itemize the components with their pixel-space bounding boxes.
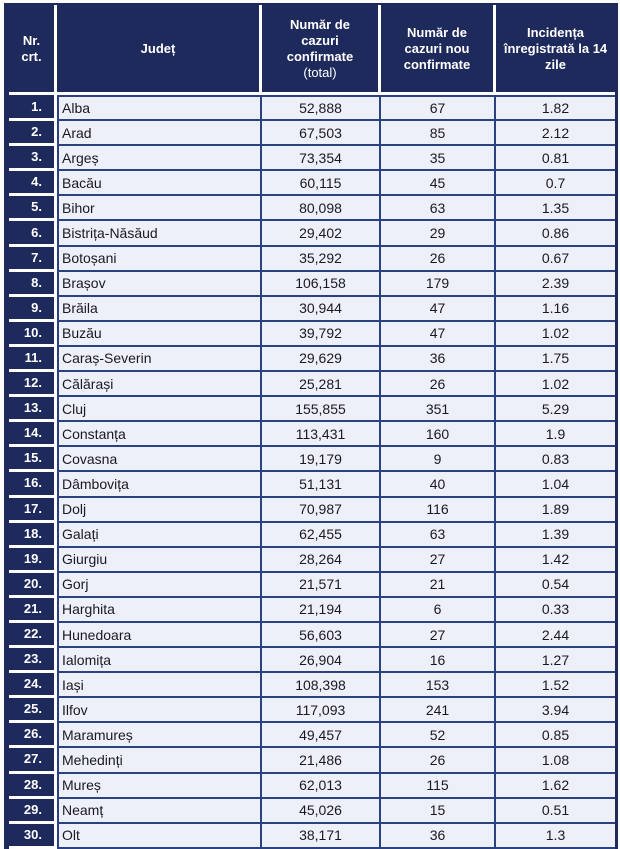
row-number-cell: 21.: [9, 598, 57, 623]
column-header-incidence-label: Incidența înregistrată la 14 zile: [503, 24, 608, 72]
new-cases-cell: 116: [381, 498, 496, 523]
table-row: [9, 498, 615, 523]
total-cases-cell: 21,571: [262, 573, 381, 598]
row-number-cell: 27.: [9, 748, 57, 773]
total-cases-cell: 51,131: [262, 472, 381, 497]
column-header-new-cases: [381, 5, 496, 95]
table-row: [9, 573, 615, 598]
table-row: [9, 623, 615, 648]
total-cases-cell: 155,855: [262, 397, 381, 422]
county-name-cell: Buzău: [57, 322, 262, 347]
county-name-cell: Călărași: [57, 372, 262, 397]
county-name-cell: Bihor: [57, 196, 262, 221]
row-number-cell: 17.: [9, 498, 57, 523]
incidence-cell: 1.9: [496, 422, 615, 447]
row-number-cell: 22.: [9, 623, 57, 648]
row-number-cell: 25.: [9, 698, 57, 723]
total-cases-cell: 62,455: [262, 523, 381, 548]
row-number-cell: 2.: [9, 121, 57, 146]
table-row: [9, 347, 615, 372]
incidence-cell: 0.54: [496, 573, 615, 598]
total-cases-cell: 80,098: [262, 196, 381, 221]
table-row: [9, 472, 615, 497]
row-number-cell: 12.: [9, 372, 57, 397]
new-cases-cell: 63: [381, 196, 496, 221]
new-cases-cell: 21: [381, 573, 496, 598]
incidence-cell: 1.39: [496, 523, 615, 548]
table-row: [9, 247, 615, 272]
county-name-cell: Gorj: [57, 573, 262, 598]
table-row: [9, 297, 615, 322]
new-cases-cell: 241: [381, 698, 496, 723]
new-cases-cell: 26: [381, 247, 496, 272]
table-row: [9, 598, 615, 623]
county-name-cell: Arad: [57, 121, 262, 146]
total-cases-cell: 35,292: [262, 247, 381, 272]
total-cases-cell: 29,402: [262, 221, 381, 246]
county-name-cell: Caraș-Severin: [57, 347, 262, 372]
total-cases-cell: 60,115: [262, 171, 381, 196]
table-row: [9, 196, 615, 221]
incidence-cell: 5.29: [496, 397, 615, 422]
new-cases-cell: 16: [381, 648, 496, 673]
column-header-total-cases: [262, 5, 381, 95]
row-number-cell: 5.: [9, 196, 57, 221]
new-cases-cell: 36: [381, 347, 496, 372]
incidence-cell: 0.85: [496, 723, 615, 748]
table-row: [9, 799, 615, 824]
table-row: [9, 221, 615, 246]
table-body: [9, 95, 615, 849]
incidence-cell: 2.39: [496, 272, 615, 297]
new-cases-cell: 47: [381, 297, 496, 322]
total-cases-cell: 52,888: [262, 95, 381, 121]
new-cases-cell: 351: [381, 397, 496, 422]
table-row: [9, 272, 615, 297]
header-row: [9, 5, 615, 95]
county-name-cell: Iași: [57, 673, 262, 698]
table-row: [9, 322, 615, 347]
county-name-cell: Brăila: [57, 297, 262, 322]
incidence-cell: 1.42: [496, 548, 615, 573]
new-cases-cell: 179: [381, 272, 496, 297]
column-header-nr-crt-label: Nr. crt.: [21, 32, 42, 64]
column-header-judet: [57, 5, 262, 95]
row-number-cell: 9.: [9, 297, 57, 322]
table-row: [9, 95, 615, 121]
column-header-nr-crt: [9, 5, 57, 95]
incidence-cell: 1.75: [496, 347, 615, 372]
total-cases-cell: 38,171: [262, 824, 381, 849]
table-row: [9, 523, 615, 548]
row-number-cell: 24.: [9, 673, 57, 698]
row-number-cell: 6.: [9, 221, 57, 246]
county-name-cell: Botoșani: [57, 247, 262, 272]
county-name-cell: Giurgiu: [57, 548, 262, 573]
table-row: [9, 748, 615, 773]
row-number-cell: 26.: [9, 723, 57, 748]
row-number-cell: 30.: [9, 824, 57, 849]
incidence-cell: 1.16: [496, 297, 615, 322]
county-incidence-table: [4, 3, 618, 849]
new-cases-cell: 85: [381, 121, 496, 146]
new-cases-cell: 45: [381, 171, 496, 196]
incidence-cell: 1.89: [496, 498, 615, 523]
table-row: [9, 548, 615, 573]
new-cases-cell: 160: [381, 422, 496, 447]
incidence-cell: 0.7: [496, 171, 615, 196]
row-number-cell: 28.: [9, 774, 57, 799]
row-number-cell: 11.: [9, 347, 57, 372]
row-number-cell: 1.: [9, 95, 57, 121]
new-cases-cell: 35: [381, 146, 496, 171]
new-cases-cell: 47: [381, 322, 496, 347]
incidence-cell: 1.08: [496, 748, 615, 773]
new-cases-cell: 153: [381, 673, 496, 698]
incidence-cell: 1.3: [496, 824, 615, 849]
total-cases-cell: 29,629: [262, 347, 381, 372]
column-header-total-cases-label: Număr de cazuri confirmate: [286, 16, 354, 64]
table-row: [9, 447, 615, 472]
row-number-cell: 14.: [9, 422, 57, 447]
county-name-cell: Dâmbovița: [57, 472, 262, 497]
total-cases-cell: 21,486: [262, 748, 381, 773]
incidence-cell: 0.67: [496, 247, 615, 272]
incidence-cell: 1.82: [496, 95, 615, 121]
incidence-cell: 1.27: [496, 648, 615, 673]
county-name-cell: Covasna: [57, 447, 262, 472]
table-row: [9, 171, 615, 196]
new-cases-cell: 27: [381, 623, 496, 648]
incidence-cell: 1.62: [496, 774, 615, 799]
incidence-cell: 0.51: [496, 799, 615, 824]
county-name-cell: Galați: [57, 523, 262, 548]
total-cases-cell: 45,026: [262, 799, 381, 824]
incidence-cell: 0.86: [496, 221, 615, 246]
county-name-cell: Mureș: [57, 774, 262, 799]
incidence-cell: 2.12: [496, 121, 615, 146]
row-number-cell: 7.: [9, 247, 57, 272]
table-row: [9, 673, 615, 698]
table-row: [9, 121, 615, 146]
incidence-cell: 2.44: [496, 623, 615, 648]
new-cases-cell: 67: [381, 95, 496, 121]
total-cases-cell: 25,281: [262, 372, 381, 397]
table-row: [9, 397, 615, 422]
county-name-cell: Ialomița: [57, 648, 262, 673]
row-number-cell: 15.: [9, 447, 57, 472]
incidence-cell: 3.94: [496, 698, 615, 723]
row-number-cell: 8.: [9, 272, 57, 297]
county-name-cell: Brașov: [57, 272, 262, 297]
county-name-cell: Bistrița-Năsăud: [57, 221, 262, 246]
new-cases-cell: 52: [381, 723, 496, 748]
total-cases-cell: 19,179: [262, 447, 381, 472]
total-cases-cell: 26,904: [262, 648, 381, 673]
table-row: [9, 146, 615, 171]
table-row: [9, 723, 615, 748]
column-header-judet-label: Județ: [140, 40, 176, 56]
total-cases-cell: 67,503: [262, 121, 381, 146]
new-cases-cell: 6: [381, 598, 496, 623]
county-name-cell: Olt: [57, 824, 262, 849]
total-cases-cell: 108,398: [262, 673, 381, 698]
total-cases-cell: 49,457: [262, 723, 381, 748]
incidence-cell: 1.52: [496, 673, 615, 698]
new-cases-cell: 36: [381, 824, 496, 849]
incidence-cell: 1.04: [496, 472, 615, 497]
total-cases-cell: 28,264: [262, 548, 381, 573]
table-header: [9, 5, 615, 95]
new-cases-cell: 9: [381, 447, 496, 472]
row-number-cell: 10.: [9, 322, 57, 347]
row-number-cell: 23.: [9, 648, 57, 673]
county-name-cell: Ilfov: [57, 698, 262, 723]
county-name-cell: Constanța: [57, 422, 262, 447]
county-name-cell: Argeș: [57, 146, 262, 171]
total-cases-cell: 117,093: [262, 698, 381, 723]
table-row: [9, 774, 615, 799]
new-cases-cell: 26: [381, 372, 496, 397]
row-number-cell: 16.: [9, 472, 57, 497]
row-number-cell: 3.: [9, 146, 57, 171]
total-cases-cell: 73,354: [262, 146, 381, 171]
row-number-cell: 13.: [9, 397, 57, 422]
incidence-cell: 1.02: [496, 372, 615, 397]
total-cases-cell: 30,944: [262, 297, 381, 322]
row-number-cell: 4.: [9, 171, 57, 196]
new-cases-cell: 29: [381, 221, 496, 246]
new-cases-cell: 27: [381, 548, 496, 573]
incidence-cell: 1.02: [496, 322, 615, 347]
table-row: [9, 372, 615, 397]
total-cases-cell: 106,158: [262, 272, 381, 297]
county-name-cell: Cluj: [57, 397, 262, 422]
new-cases-cell: 115: [381, 774, 496, 799]
row-number-cell: 19.: [9, 548, 57, 573]
table-row: [9, 824, 615, 849]
row-number-cell: 18.: [9, 523, 57, 548]
county-name-cell: Bacău: [57, 171, 262, 196]
county-name-cell: Harghita: [57, 598, 262, 623]
row-number-cell: 29.: [9, 799, 57, 824]
incidence-cell: 0.81: [496, 146, 615, 171]
incidence-cell: 1.35: [496, 196, 615, 221]
county-name-cell: Mehedinți: [57, 748, 262, 773]
total-cases-cell: 56,603: [262, 623, 381, 648]
county-name-cell: Dolj: [57, 498, 262, 523]
column-header-new-cases-label: Număr de cazuri nou confirmate: [403, 24, 471, 72]
table-row: [9, 698, 615, 723]
new-cases-cell: 63: [381, 523, 496, 548]
table-row: [9, 422, 615, 447]
row-number-cell: 20.: [9, 573, 57, 598]
new-cases-cell: 15: [381, 799, 496, 824]
incidence-cell: 0.33: [496, 598, 615, 623]
new-cases-cell: 26: [381, 748, 496, 773]
county-name-cell: Maramureș: [57, 723, 262, 748]
total-cases-cell: 70,987: [262, 498, 381, 523]
county-name-cell: Hunedoara: [57, 623, 262, 648]
county-name-cell: Alba: [57, 95, 262, 121]
column-header-total-cases-sublabel: (total): [303, 64, 337, 80]
total-cases-cell: 62,013: [262, 774, 381, 799]
total-cases-cell: 113,431: [262, 422, 381, 447]
new-cases-cell: 40: [381, 472, 496, 497]
incidence-cell: 0.83: [496, 447, 615, 472]
total-cases-cell: 39,792: [262, 322, 381, 347]
county-name-cell: Neamț: [57, 799, 262, 824]
column-header-incidence: [496, 5, 615, 95]
table-row: [9, 648, 615, 673]
total-cases-cell: 21,194: [262, 598, 381, 623]
